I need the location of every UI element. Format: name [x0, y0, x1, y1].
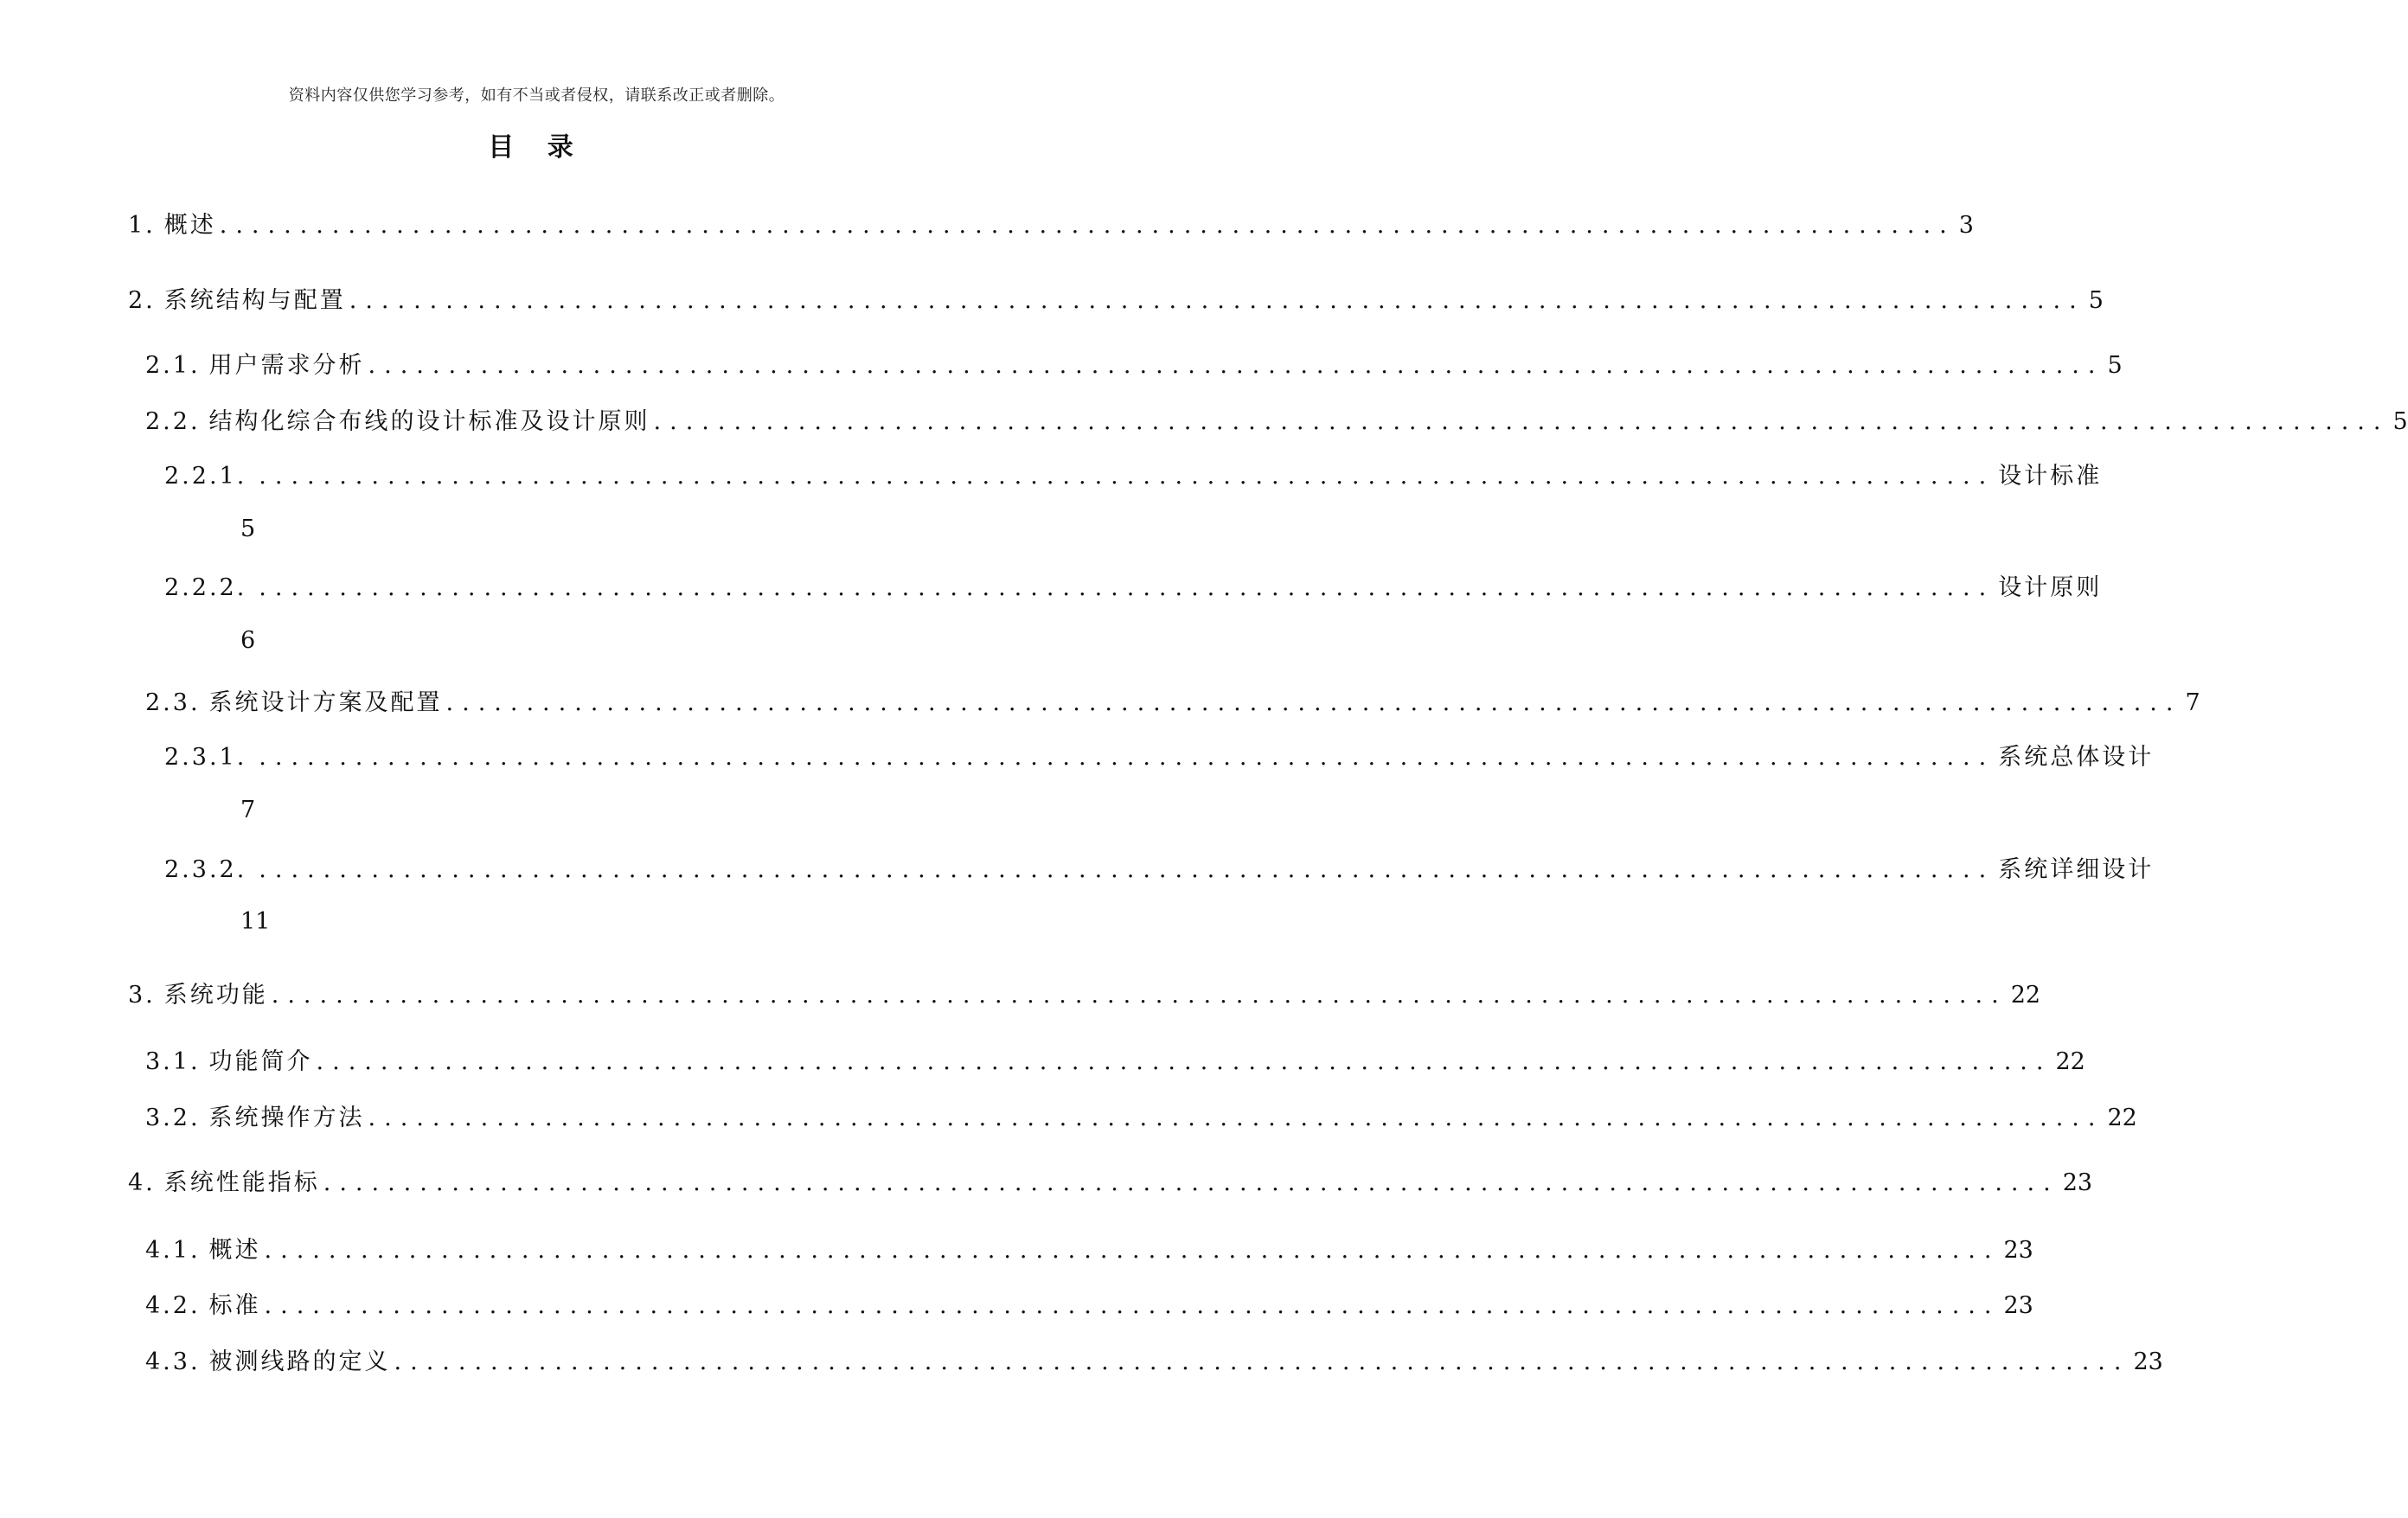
dot-leader: ............................................................................................................: [219, 212, 1956, 239]
toc-entry-page: 11: [240, 908, 271, 935]
toc-entry[interactable]: [164, 568, 2103, 603]
toc-entry-number: 3.: [128, 982, 156, 1009]
dot-leader: ............................................................................................................: [394, 1348, 2130, 1375]
toc-entry[interactable]: [145, 1231, 2033, 1265]
dot-leader: ............................................................................................................: [259, 744, 1995, 771]
toc-entry-title: 概述: [163, 212, 216, 239]
toc-entry-page: 23: [2003, 1237, 2033, 1264]
toc-entry-page: 3: [1958, 212, 1974, 239]
toc-entry-number: 2.3.1.: [164, 744, 247, 771]
toc-entry-number: 4.: [128, 1169, 156, 1196]
toc-entry-title: 概述: [208, 1237, 261, 1264]
toc-entry-number: 2.2.1.: [164, 463, 247, 490]
toc-entry[interactable]: [145, 1342, 2163, 1377]
dot-leader: ............................................................................................................: [259, 463, 1995, 490]
toc-entry-number: 2.2.: [145, 408, 201, 435]
toc-entry-page: 23: [2133, 1348, 2163, 1375]
toc-entry-page: 6: [240, 627, 256, 654]
toc-entry[interactable]: [128, 1163, 2093, 1198]
toc-entry-page: 22: [2055, 1048, 2085, 1075]
toc-entry-title: 标准: [208, 1292, 261, 1319]
toc-entry-number: 2.1.: [145, 352, 201, 379]
toc-entry-title: 设计原则: [1998, 574, 2103, 601]
dot-leader: ............................................................................................................: [264, 1292, 2001, 1319]
dot-leader: ............................................................................................................: [323, 1169, 2059, 1196]
toc-entry-title: 设计标准: [1998, 463, 2103, 490]
toc-entry-title: 系统功能: [163, 982, 268, 1009]
dot-leader: ............................................................................................................: [349, 287, 2085, 314]
dot-leader: ............................................................................................................: [653, 408, 2390, 435]
toc-entry-number: 3.1.: [145, 1048, 201, 1075]
toc-entry-page: 23: [2003, 1292, 2033, 1319]
dot-leader: ............................................................................................................: [368, 352, 2104, 379]
toc-entry[interactable]: [145, 402, 2408, 437]
dot-leader: ............................................................................................................: [264, 1237, 2001, 1264]
toc-entry[interactable]: [128, 976, 2041, 1010]
toc-title: 目 录: [488, 132, 586, 163]
toc-entry-page: 5: [240, 516, 256, 542]
toc-entry-number: 2.: [128, 287, 156, 314]
toc-entry-title: 功能简介: [208, 1048, 313, 1075]
toc-entry-number: 2.3.2.: [164, 856, 247, 883]
toc-entry-number: 3.2.: [145, 1105, 201, 1131]
toc-entry-page: 5: [2088, 287, 2104, 314]
toc-entry-number: 4.2.: [145, 1292, 201, 1319]
toc-entry-page: 7: [2185, 689, 2200, 716]
toc-entry-title: 系统详细设计: [1998, 856, 2155, 883]
toc-entry[interactable]: [145, 346, 2123, 381]
toc-entry-title: 系统操作方法: [208, 1105, 365, 1131]
toc-entry[interactable]: [145, 1098, 2137, 1133]
toc-entry[interactable]: [164, 738, 2155, 772]
disclaimer-header: 资料内容仅供您学习参考，如有不当或者侵权，请联系改正或者删除。: [288, 86, 785, 105]
toc-entry-number: 4.3.: [145, 1348, 201, 1375]
toc-entry-page: 7: [240, 797, 256, 823]
toc-entry-title: 用户需求分析: [208, 352, 365, 379]
toc-entry-page: 22: [2010, 982, 2041, 1009]
toc-entry[interactable]: [145, 683, 2200, 718]
toc-entry[interactable]: [128, 281, 2104, 316]
toc-entry-title: 系统结构与配置: [163, 287, 346, 314]
dot-leader: ............................................................................................................: [271, 982, 2008, 1009]
toc-entry-title: 被测线路的定义: [208, 1348, 391, 1375]
toc-entry-title: 系统性能指标: [163, 1169, 320, 1196]
toc-entry-page: 23: [2062, 1169, 2093, 1196]
dot-leader: ............................................................................................................: [316, 1048, 2053, 1075]
toc-entry[interactable]: [128, 206, 1974, 240]
toc-entry-number: 1.: [128, 212, 156, 239]
toc-entry-page: 5: [2392, 408, 2408, 435]
toc-entry-title: 系统总体设计: [1998, 744, 2155, 771]
dot-leader: ............................................................................................................: [259, 856, 1995, 883]
dot-leader: ............................................................................................................: [259, 574, 1995, 601]
toc-entry-number: 4.1.: [145, 1237, 201, 1264]
toc-entry[interactable]: [145, 1042, 2085, 1077]
toc-entry-number: 2.3.: [145, 689, 201, 716]
toc-entry-page: 22: [2107, 1105, 2137, 1131]
toc-entry-title: 结构化综合布线的设计标准及设计原则: [208, 408, 650, 435]
toc-entry-page: 5: [2107, 352, 2123, 379]
dot-leader: ............................................................................................................: [445, 689, 2182, 716]
toc-entry[interactable]: [164, 850, 2155, 885]
toc-entry-title: 系统设计方案及配置: [208, 689, 443, 716]
toc-entry[interactable]: [145, 1286, 2033, 1321]
toc-entry[interactable]: [164, 457, 2103, 491]
dot-leader: ............................................................................................................: [368, 1105, 2104, 1131]
toc-entry-number: 2.2.2.: [164, 574, 247, 601]
